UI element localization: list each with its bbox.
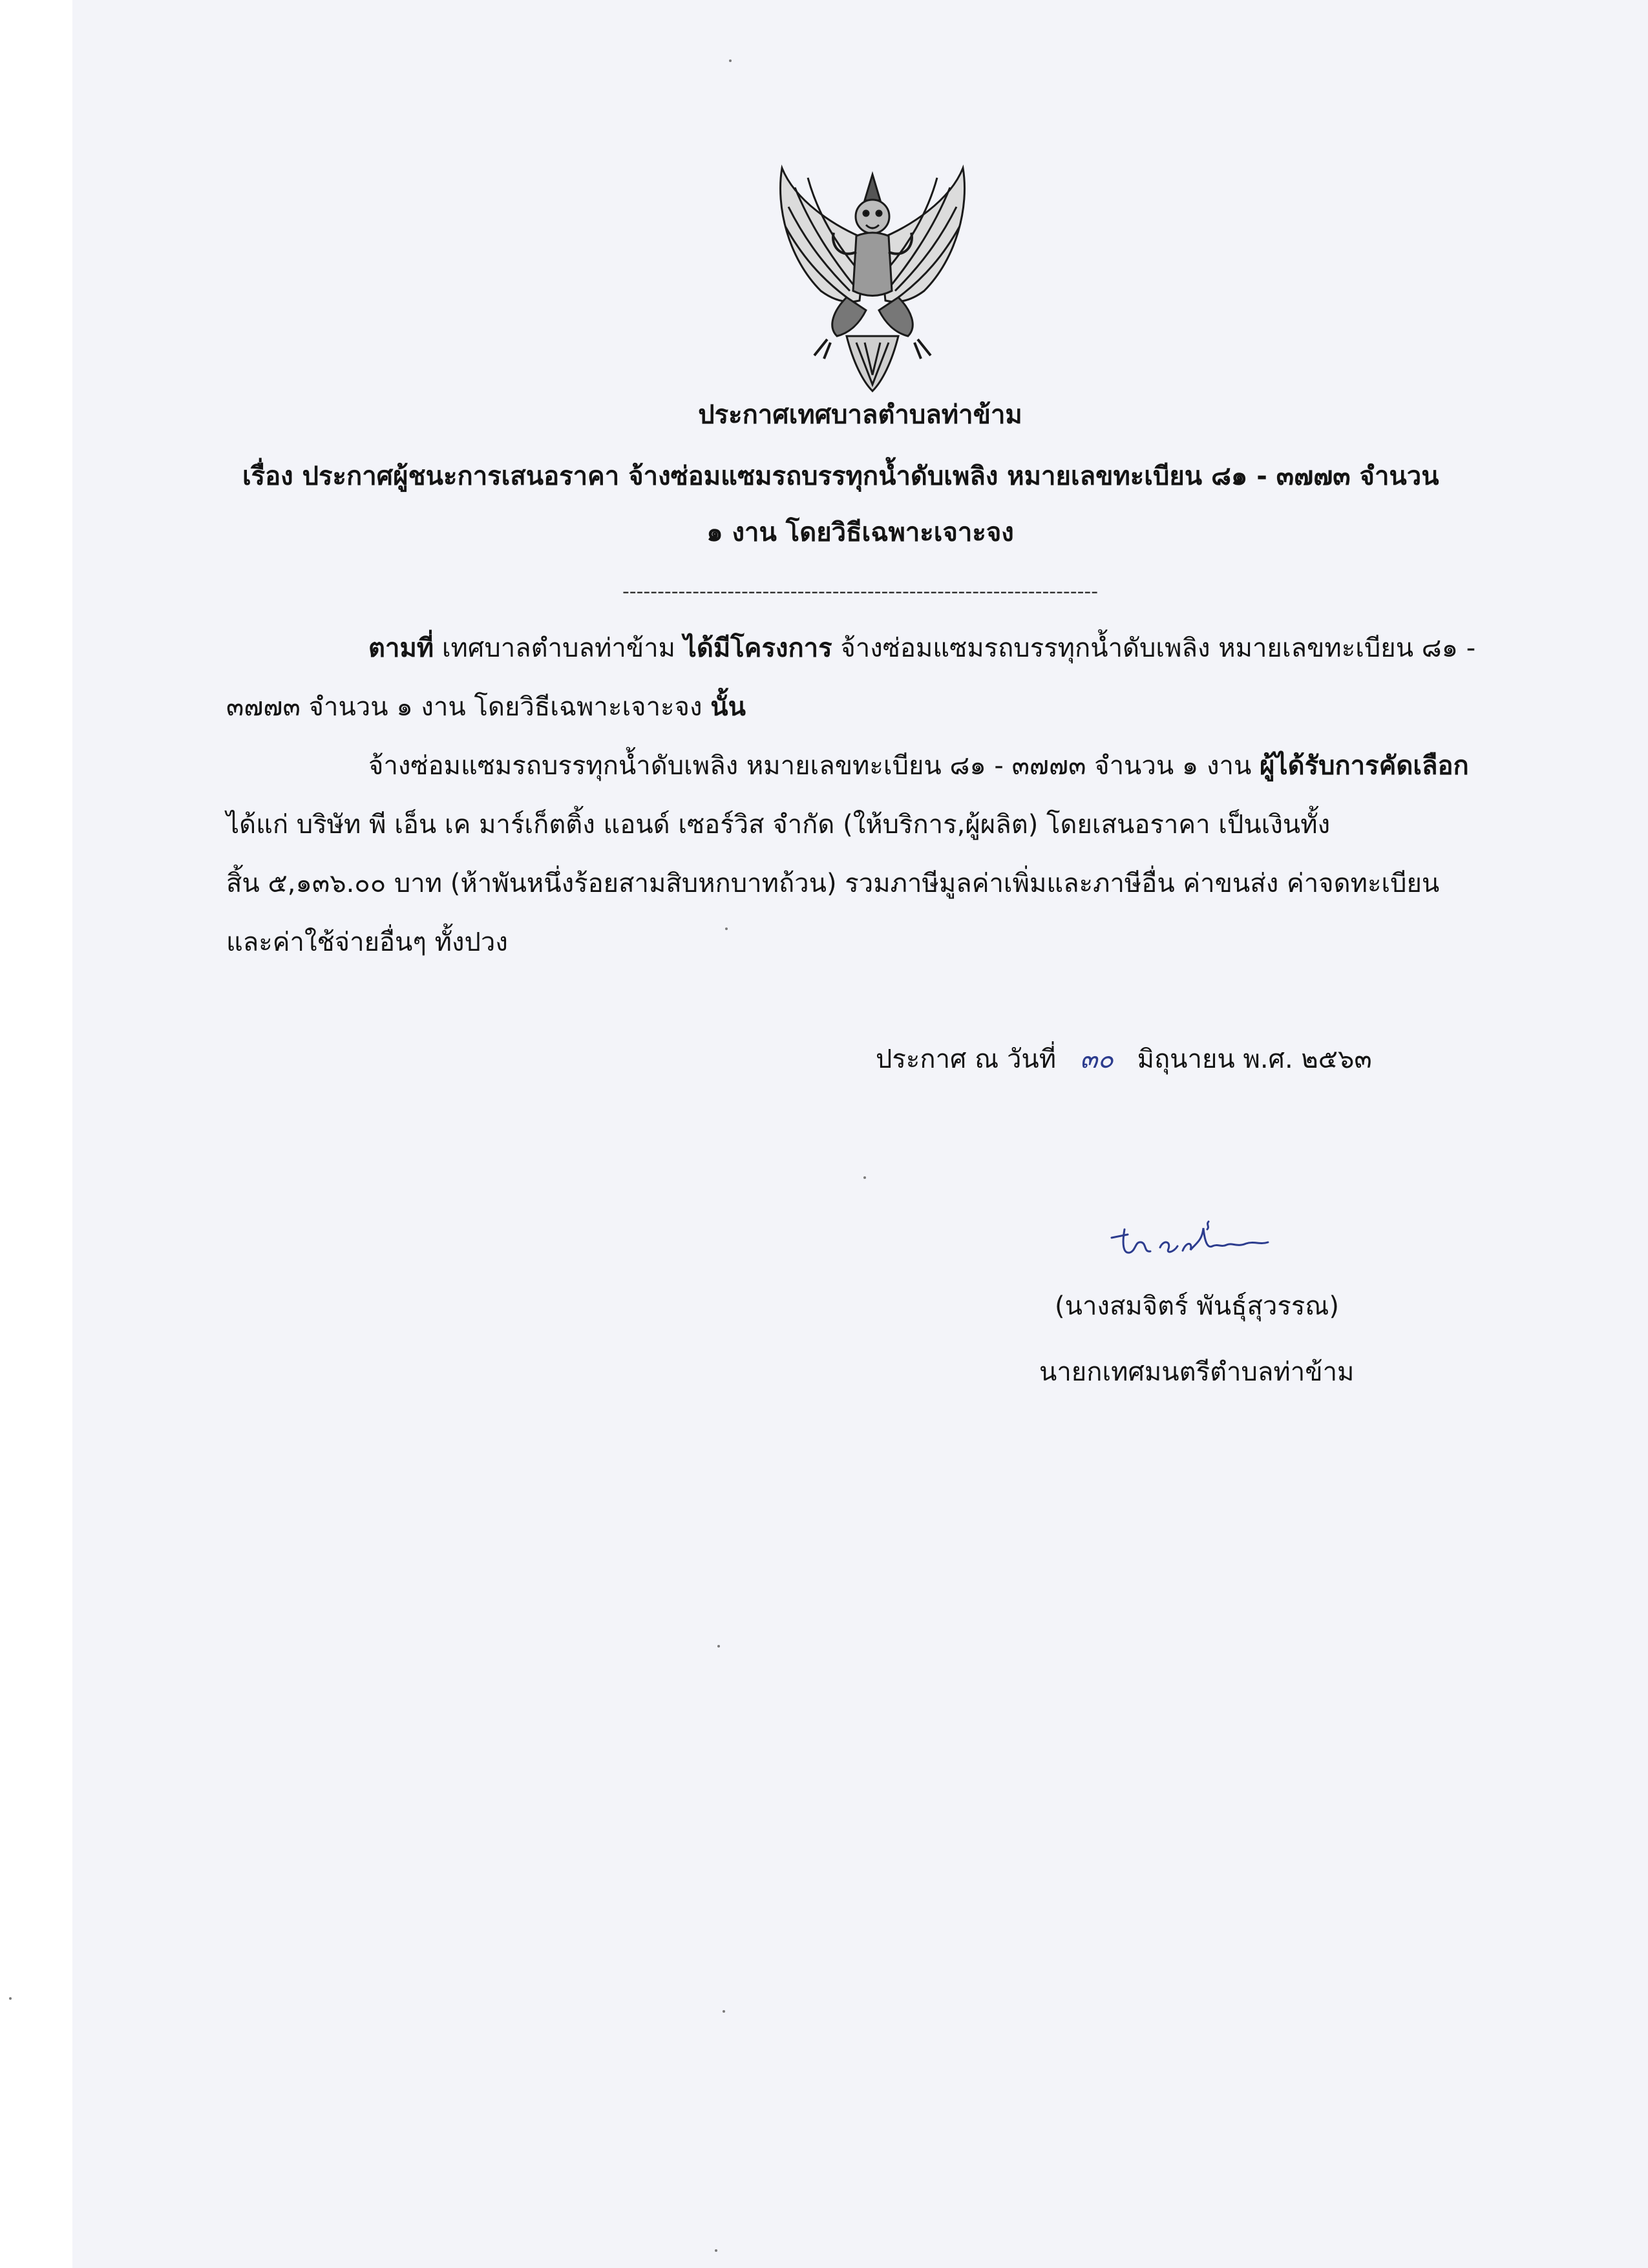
paragraph-2-line-4: และค่าใช้จ่ายอื่นๆ ทั้งปวง: [226, 927, 508, 957]
scan-speck: [9, 1997, 12, 2000]
date-suffix: มิถุนายน พ.ศ. ๒๕๖๓: [1137, 1044, 1372, 1074]
para1-line2-b: นั้น: [710, 692, 746, 722]
handwritten-signature-icon: [1099, 1215, 1280, 1273]
subject-line-1: เรื่อง ประกาศผู้ชนะการเสนอราคา จ้างซ่อมแซมรถบรรทุกน้ำดับเพลิง หมายเลขทะเบียน ๘๑ - ๓๗๗๓ จำนวน: [242, 461, 1439, 491]
paragraph-1-line-1: [368, 630, 1475, 667]
para1-a: เทศบาลตำบลท่าข้าม: [434, 633, 684, 663]
paragraph-2-line-3: สิ้น ๕,๑๓๖.๐๐ บาท (ห้าพันหนึ่งร้อยสามสิบหกบาทถ้วน) รวมภาษีมูลค่าเพิ่มและภาษีอื่น ค่าขนส่ง ค่าจดทะเบียน: [226, 869, 1440, 898]
paragraph-2-line-2: ได้แก่ บริษัท พี เอ็น เค มาร์เก็ตติ้ง แอนด์ เซอร์วิส จำกัด (ให้บริการ,ผู้ผลิต) โดยเสนอราคา เป็นเงินทั้ง: [226, 810, 1331, 840]
scan-speck: [725, 927, 728, 930]
signatory-name: (นางสมจิตร์ พันธุ์สุวรรณ): [1055, 1291, 1340, 1321]
scan-speck: [723, 2010, 725, 2013]
paragraph-2-line-1: [368, 747, 1469, 785]
scan-margin: [0, 0, 72, 2268]
announcement-title: ประกาศเทศบาลตำบลท่าข้าม: [698, 400, 1022, 430]
title-divider: --------------------------------------------------------------------: [622, 580, 1099, 603]
garuda-emblem-icon: [769, 162, 976, 394]
para2-line1-b: ผู้ได้รับการคัดเลือก: [1260, 751, 1469, 781]
scan-speck: [715, 2249, 717, 2252]
para1-c: จ้างซ่อมแซมรถบรรทุกน้ำดับเพลิง หมายเลขทะเบียน ๘๑ -: [832, 633, 1476, 663]
date-prefix: ประกาศ ณ วันที่: [876, 1044, 1057, 1074]
subject-line-2: ๑ งาน โดยวิธีเฉพาะเจาะจง: [706, 518, 1014, 547]
date-day-handwritten: ๓๐: [1079, 1044, 1114, 1074]
para1-lead: ตามที่: [368, 633, 434, 663]
announcement-date: [876, 1041, 1372, 1078]
signatory-position: นายกเทศมนตรีตำบลท่าข้าม: [1039, 1357, 1355, 1387]
para1-line2-a: ๓๗๗๓ จำนวน ๑ งาน โดยวิธีเฉพาะเจาะจง: [226, 692, 711, 722]
paragraph-1-line-2: [226, 688, 746, 726]
para1-b: ได้มีโครงการ: [683, 633, 832, 663]
scan-speck: [717, 1645, 720, 1648]
scan-speck: [729, 59, 732, 62]
scan-speck: [863, 1176, 866, 1179]
para2-line1-a: จ้างซ่อมแซมรถบรรทุกน้ำดับเพลิง หมายเลขทะเบียน ๘๑ - ๓๗๗๓ จำนวน ๑ งาน: [368, 751, 1260, 781]
